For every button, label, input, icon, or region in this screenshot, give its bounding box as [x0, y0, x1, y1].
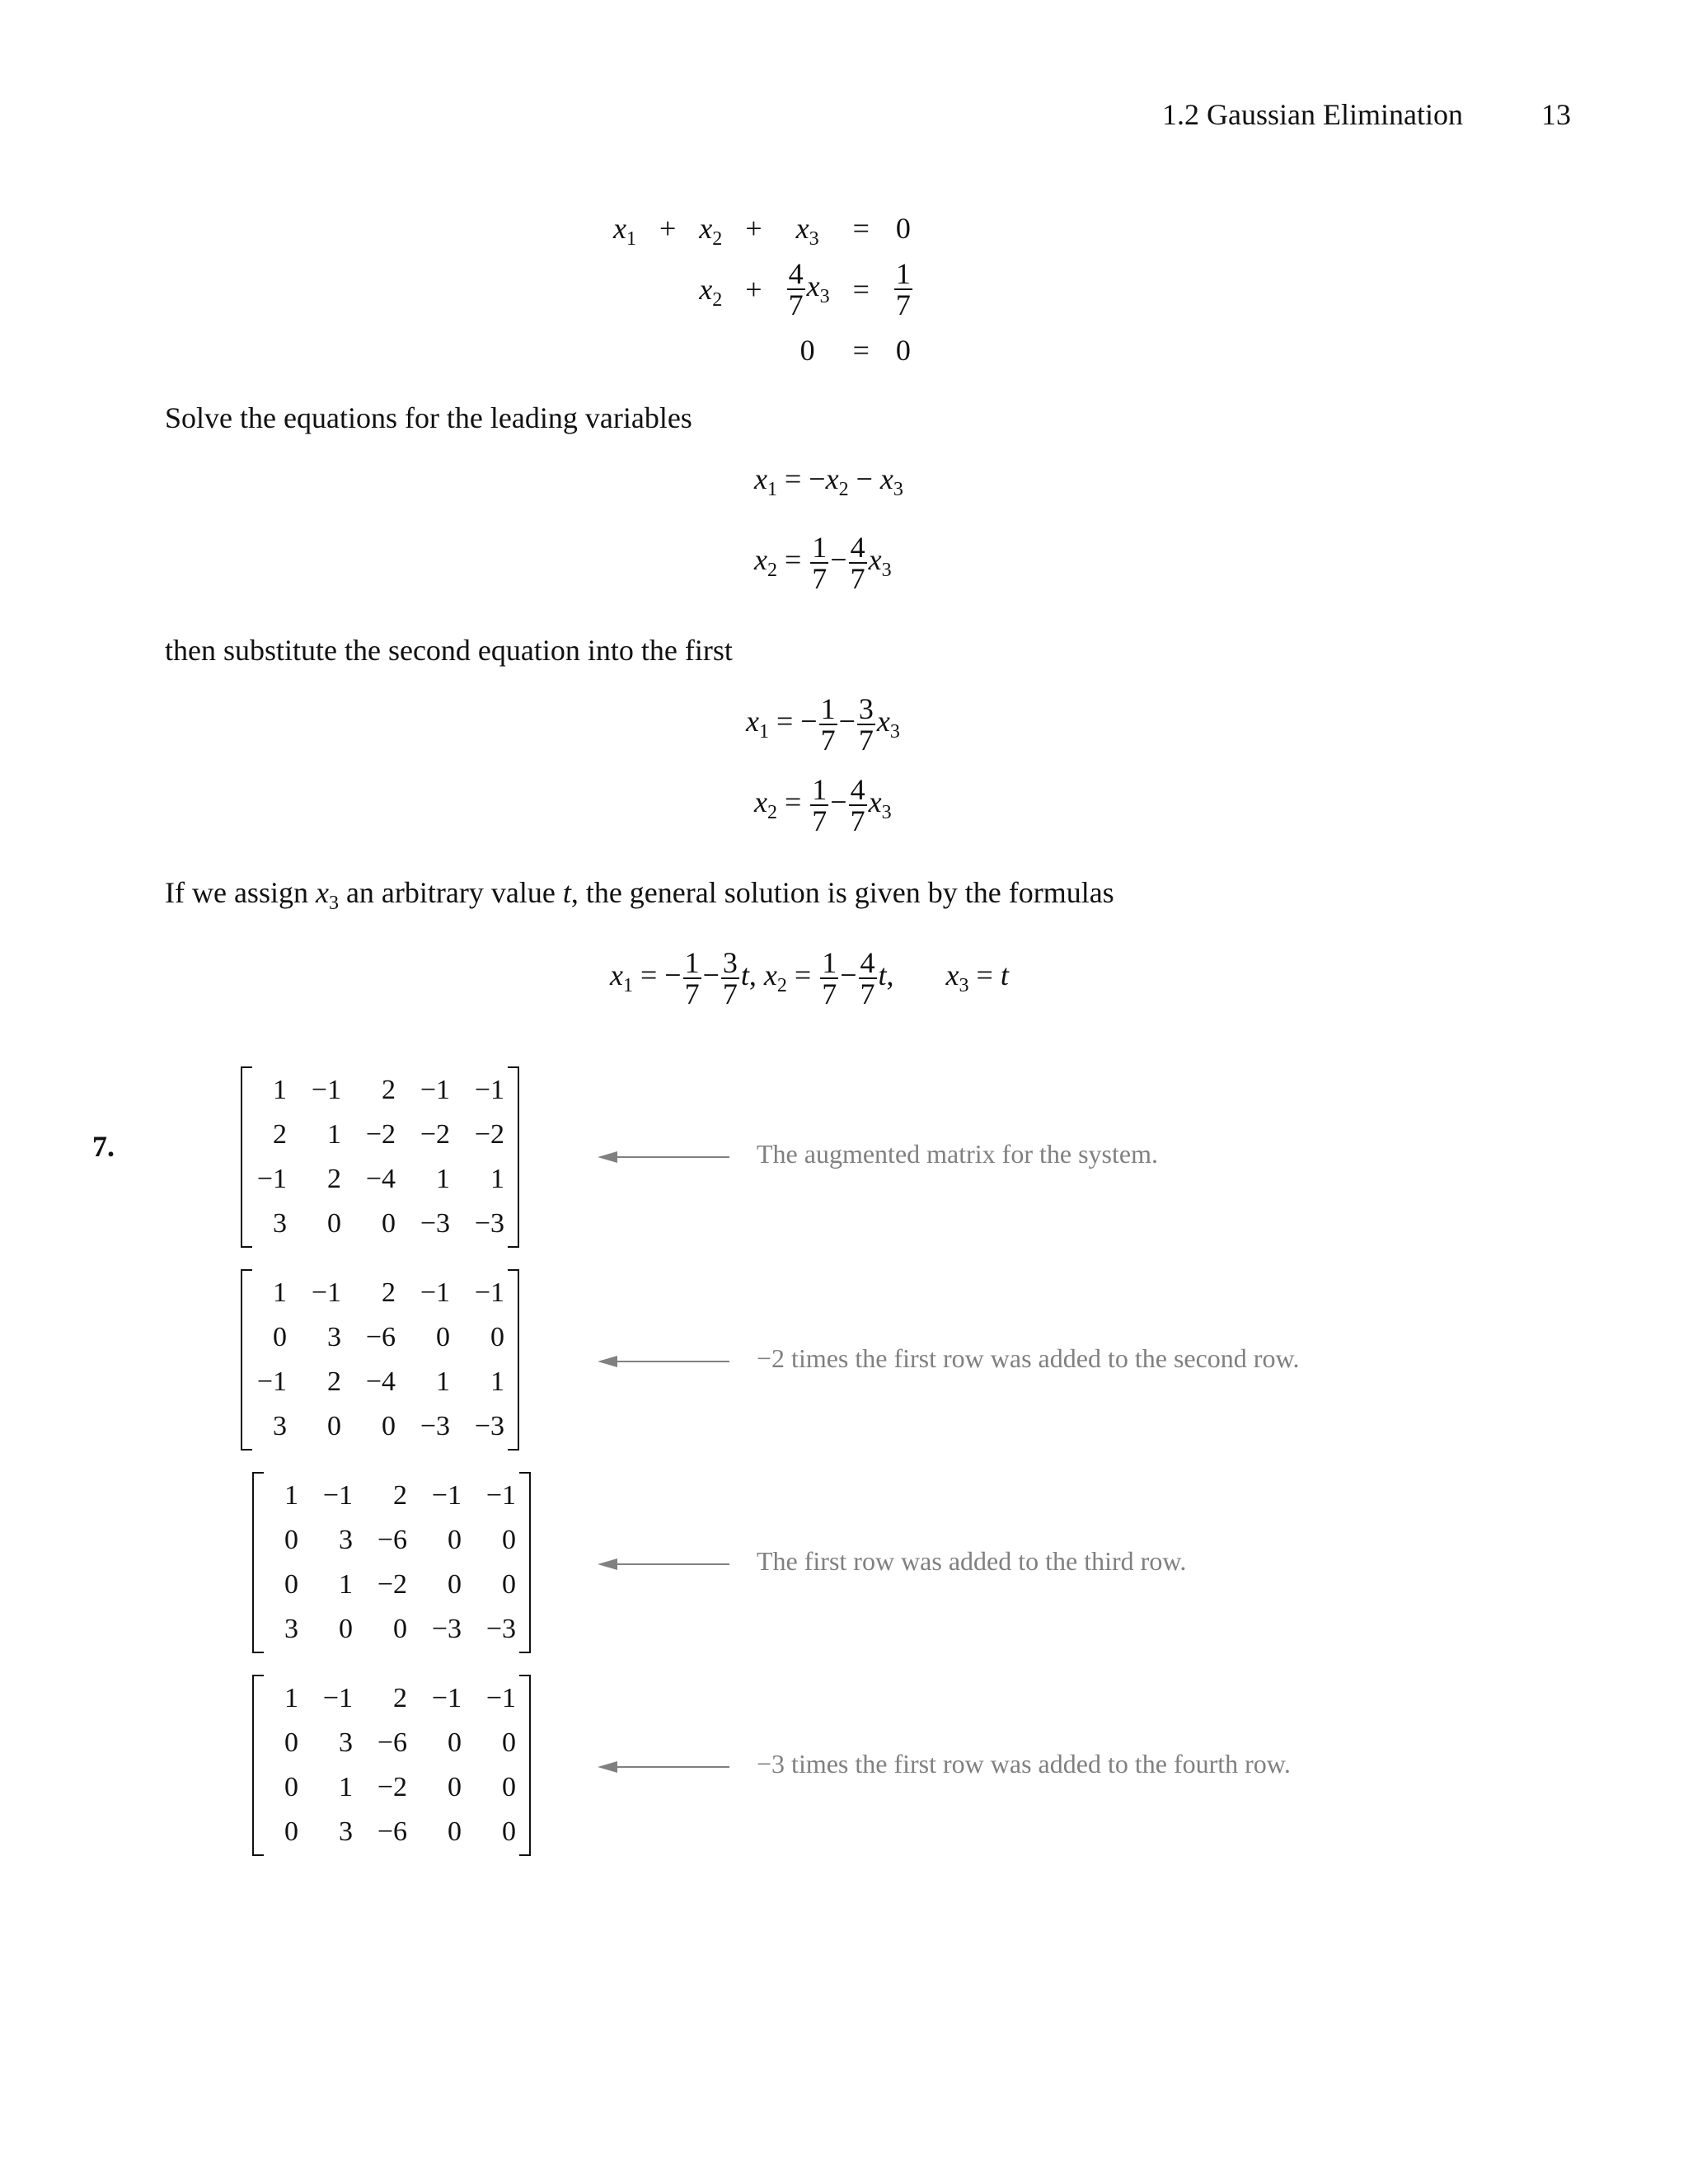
matrix-cell: 2	[382, 1075, 396, 1105]
matrix-cell: 1	[436, 1164, 450, 1194]
matrix-cell: 0	[448, 1525, 462, 1555]
matrix-cell: 0	[502, 1816, 516, 1847]
matrix-row	[244, 1315, 516, 1360]
matrix-cell: 2	[327, 1164, 341, 1194]
paragraph-general-solution: If we assign $x_3$ an arbitrary value t, the general solution is given by the formulas	[165, 876, 1114, 914]
matrix-cell: −1	[420, 1075, 450, 1105]
matrix-cell: 0	[273, 1322, 287, 1352]
matrix-cell: −3	[420, 1208, 450, 1239]
matrix-cell: 3	[339, 1727, 353, 1758]
arrow-left-icon	[598, 1759, 729, 1775]
matrix-cell: 2	[382, 1277, 396, 1308]
matrix-cell: 1	[436, 1366, 450, 1397]
matrix-cell: −1	[322, 1480, 353, 1511]
matrix-cell: 3	[339, 1816, 353, 1847]
matrix-cell: −1	[256, 1164, 287, 1194]
matrix-cell: −6	[377, 1727, 407, 1758]
matrix-cell: 1	[339, 1569, 353, 1600]
system-row-3: 0 = 0	[799, 334, 911, 367]
matrix-cell: 0	[436, 1322, 450, 1352]
matrix-cell: −1	[485, 1480, 516, 1511]
matrix-cell: 0	[284, 1816, 298, 1847]
matrix-cell: 2	[393, 1480, 407, 1511]
matrix-cell: −1	[431, 1683, 462, 1713]
matrix-cell: 0	[284, 1569, 298, 1600]
arrow-left-icon	[598, 1149, 729, 1165]
matrix-cell: 0	[382, 1411, 396, 1441]
general-solution-formulas: $x_1$ = − $\frac{1}{7}$ − $\frac{3}{7}$ t, $x_2$ = $\frac{1}{7}$ − $\frac{4}{7}$ t, $x_3 = t$	[610, 946, 1009, 1010]
matrix-cell: −2	[377, 1569, 407, 1600]
matrix-row	[256, 1721, 528, 1765]
augmented-matrix-4	[252, 1675, 531, 1856]
matrix-cell: −6	[365, 1322, 396, 1352]
matrix-cell: 0	[284, 1772, 298, 1802]
equation-x2-substituted: $x_2$ = $\frac{1}{7}$ − $\frac{4}{7}$ $x_3$	[754, 773, 892, 837]
matrix-cell: −1	[311, 1277, 341, 1308]
matrix-cell: 3	[273, 1411, 287, 1441]
matrix-cell: 3	[339, 1525, 353, 1555]
matrix-cell: −1	[311, 1075, 341, 1105]
equation-x1-substituted: $x_1$ = − $\frac{1}{7}$ − $\frac{3}{7}$ $x_3$	[746, 692, 900, 757]
annotation-1: The augmented matrix for the system.	[757, 1139, 1158, 1169]
matrix-cell: −1	[431, 1480, 462, 1511]
annotation-3: The first row was added to the third row.	[757, 1546, 1187, 1576]
matrix-row	[256, 1607, 528, 1652]
matrix-cell: 0	[284, 1727, 298, 1758]
matrix-cell: 0	[339, 1614, 353, 1644]
matrix-cell: 0	[490, 1322, 504, 1352]
matrix-cell: 2	[273, 1119, 287, 1150]
arrow-left-icon	[598, 1556, 729, 1572]
matrix-cell: −4	[365, 1366, 396, 1397]
matrix-row	[244, 1404, 516, 1449]
matrix-cell: 3	[327, 1322, 341, 1352]
matrix-cell: 3	[284, 1614, 298, 1644]
matrix-row	[244, 1271, 516, 1315]
matrix-cell: −2	[474, 1119, 504, 1150]
matrix-row	[256, 1810, 528, 1854]
matrix-row	[256, 1765, 528, 1810]
matrix-cell: −6	[377, 1816, 407, 1847]
matrix-cell: −6	[377, 1525, 407, 1555]
matrix-cell: 1	[490, 1164, 504, 1194]
matrix-cell: −3	[485, 1614, 516, 1644]
matrix-cell: 2	[327, 1366, 341, 1397]
matrix-cell: −1	[420, 1277, 450, 1308]
matrix-cell: 3	[273, 1208, 287, 1239]
arrow-left-icon	[598, 1353, 729, 1370]
paragraph-solve-leading: Solve the equations for the leading variables	[165, 401, 692, 434]
matrix-cell: 1	[284, 1480, 298, 1511]
matrix-cell: 0	[393, 1614, 407, 1644]
reduced-system	[602, 198, 926, 381]
matrix-cell: 1	[327, 1119, 341, 1150]
matrix-row	[244, 1157, 516, 1202]
matrix-row	[244, 1068, 516, 1113]
augmented-matrix-2	[241, 1269, 519, 1451]
matrix-cell: 0	[502, 1727, 516, 1758]
matrix-cell: 1	[490, 1366, 504, 1397]
running-header-title: 1.2 Gaussian Elimination	[1162, 98, 1463, 131]
matrix-cell: 0	[327, 1208, 341, 1239]
annotation-2: −2 times the first row was added to the second row.	[757, 1343, 1300, 1373]
matrix-cell: −1	[322, 1683, 353, 1713]
augmented-matrix-1	[241, 1066, 519, 1248]
matrix-cell: 0	[502, 1569, 516, 1600]
matrix-cell: 0	[448, 1772, 462, 1802]
matrix-row	[244, 1113, 516, 1157]
problem-number: 7.	[92, 1130, 115, 1163]
matrix-cell: 0	[502, 1772, 516, 1802]
equation-x1-leading: $x_1 = -x_2 - x_3$	[754, 462, 903, 500]
matrix-cell: 0	[448, 1816, 462, 1847]
matrix-cell: −1	[474, 1277, 504, 1308]
equation-x2-leading: $x_2$ = $\frac{1}{7}$ − $\frac{4}{7}$ $x_3$	[754, 531, 892, 595]
matrix-cell: 1	[273, 1277, 287, 1308]
page-number: 13	[1541, 98, 1571, 131]
matrix-row	[244, 1360, 516, 1404]
matrix-cell: −2	[377, 1772, 407, 1802]
matrix-cell: 0	[382, 1208, 396, 1239]
matrix-cell: −1	[485, 1683, 516, 1713]
matrix-row	[256, 1518, 528, 1563]
matrix-cell: 0	[502, 1525, 516, 1555]
augmented-matrix-3	[252, 1472, 531, 1653]
annotation-4: −3 times the first row was added to the fourth row.	[757, 1749, 1291, 1779]
matrix-cell: 0	[284, 1525, 298, 1555]
matrix-cell: −2	[420, 1119, 450, 1150]
system-row-2: $x_2$ + $\frac{4}{7}$ $x_3$ = $\frac{1}{7}$	[699, 257, 911, 321]
matrix-cell: 0	[448, 1727, 462, 1758]
matrix-cell: −2	[365, 1119, 396, 1150]
matrix-cell: −3	[474, 1208, 504, 1239]
matrix-cell: 1	[273, 1075, 287, 1105]
matrix-cell: −1	[256, 1366, 287, 1397]
matrix-cell: −1	[474, 1075, 504, 1105]
matrix-cell: −3	[474, 1411, 504, 1441]
matrix-row	[256, 1676, 528, 1721]
system-row-1: $x_1$ + $x_2$ + $x_3$ = 0	[613, 212, 911, 250]
matrix-cell: 2	[393, 1683, 407, 1713]
matrix-cell: 1	[339, 1772, 353, 1802]
matrix-cell: 1	[284, 1683, 298, 1713]
matrix-cell: −3	[431, 1614, 462, 1644]
matrix-row	[256, 1474, 528, 1518]
matrix-cell: −4	[365, 1164, 396, 1194]
matrix-row	[244, 1202, 516, 1246]
paragraph-substitute: then substitute the second equation into the first	[165, 634, 733, 667]
matrix-cell: 0	[327, 1411, 341, 1441]
matrix-row	[256, 1563, 528, 1607]
matrix-cell: −3	[420, 1411, 450, 1441]
matrix-cell: 0	[448, 1569, 462, 1600]
